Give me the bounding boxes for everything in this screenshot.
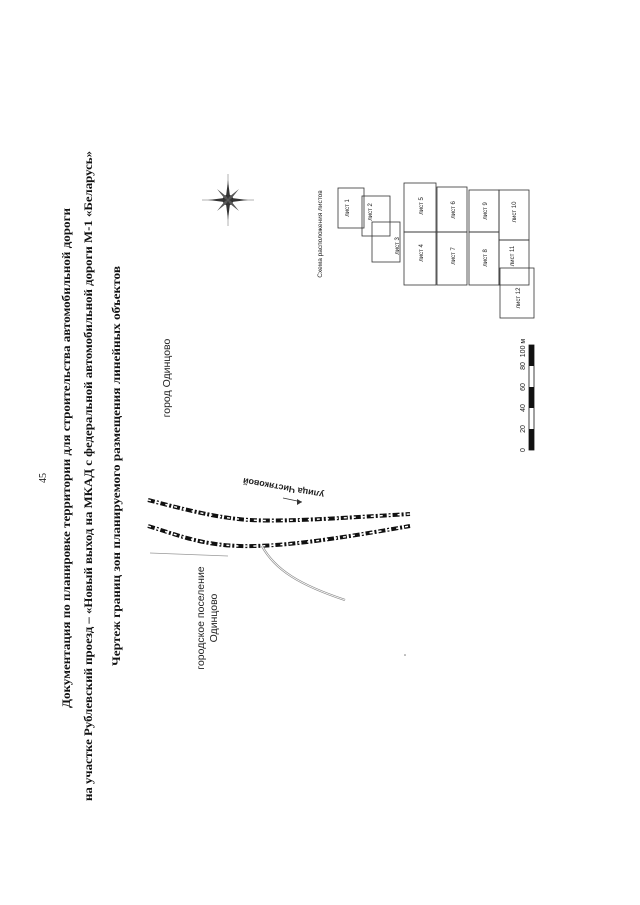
road-boundary-south — [148, 526, 410, 546]
scale-label-40: 40 — [520, 404, 527, 412]
boundary-line-west — [150, 553, 228, 556]
scale-label-100: 100 м — [520, 338, 527, 358]
sheet-label-2: лист 2 — [368, 203, 374, 221]
scale-label-0: 0 — [520, 448, 527, 452]
scale-label-60: 60 — [520, 383, 527, 391]
side-road — [262, 546, 345, 600]
title-line-2: на участке Рублевский проезд – «Новый выход на МКАД с федеральной автомобильной дороги М-1 «Беларусь» — [81, 192, 95, 801]
sheet-layout-scheme — [317, 183, 534, 318]
sheet-label-6: лист 6 — [451, 201, 457, 219]
compass-rose-icon — [202, 174, 254, 226]
sheet-label-12: лист 12 — [516, 287, 522, 309]
scan-speck — [404, 654, 406, 656]
page-number: 45 — [38, 473, 49, 483]
sheet-label-1: лист 1 — [345, 199, 351, 217]
sheet-label-10: лист 10 — [512, 201, 518, 223]
sheet-label-8: лист 8 — [483, 249, 489, 267]
title-line-3: Чертеж границ зон планируемого размещения линейных объектов — [109, 304, 123, 666]
street-label: улица Чистяковой — [242, 475, 325, 501]
road-boundaries — [148, 498, 410, 600]
road-boundary-north — [148, 500, 410, 521]
sheet-2-frame — [362, 196, 390, 236]
title-line-1: Документация по планировке территории для строительства автомобильной дороги — [59, 247, 73, 709]
sheet-scheme-title: Схема расположения листов — [317, 190, 324, 278]
sheet-label-4: лист 4 — [419, 244, 425, 262]
sheet-label-9: лист 9 — [483, 202, 489, 220]
city-label: город Одинцово — [161, 338, 173, 418]
sheet-label-3: лист 3 — [395, 237, 401, 255]
scale-label-20: 20 — [520, 425, 527, 433]
settlement-label-line-1: городское поселение — [195, 566, 207, 670]
settlement-label-line-2: Одинцово — [208, 593, 220, 643]
scale-bar — [520, 339, 534, 452]
sheet-label-5: лист 5 — [419, 197, 425, 215]
scale-label-80: 80 — [520, 362, 527, 370]
sheet-label-7: лист 7 — [451, 247, 457, 265]
sheet-1-frame — [338, 188, 364, 228]
sheet-label-11: лист 11 — [510, 245, 516, 267]
